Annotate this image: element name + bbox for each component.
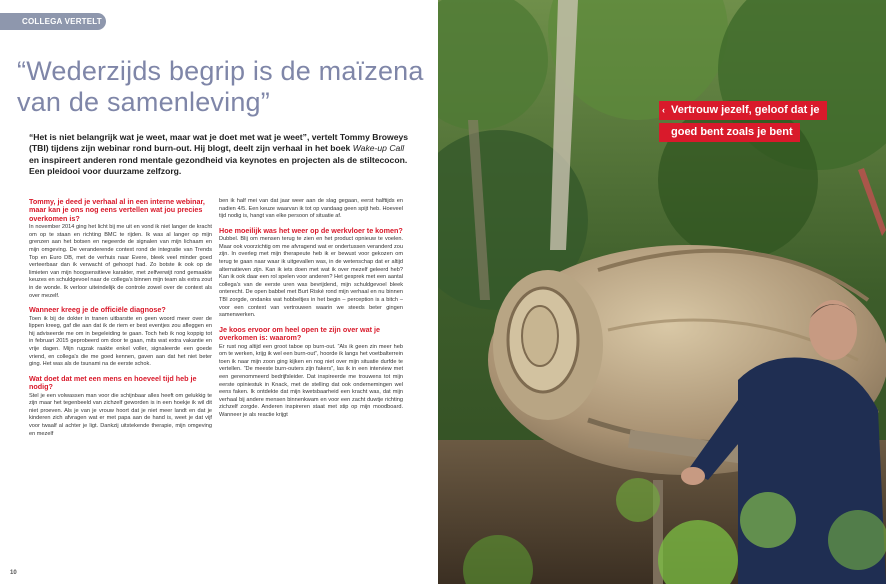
left-page [0,0,438,584]
column-2 [219,198,403,425]
lead-paragraph [29,132,415,178]
lead-text-3: en inspireert anderen rond mentale gezondheid via keynotes en projecten als de stiltecocon. Een pleidooi voor duurzame zelfzorg. [29,154,408,177]
callout-text-2: goed bent zoals je bent [671,126,793,138]
answer: Dubbel. Blij om mensen terug te zien en het product opnieuw te voelen. Maar ook voorzichtig om me afvragend wat er ondertussen veranderd zou zijn. In overleg met mijn therapeute heb ik er bewust voor gekozen om terug te gaan naar waar ik uitgevallen was, in de wetenschap dat er altijd alternatieven zijn. Kan ik iets doen met wat ik over mezelf geleerd heb? Kan ik ook daar een rol spelen voor anderen? Het gesprek met een aantal collega's van de eerste uren was bevrijdend, mijn schuldgevoel bleek onterecht. De open babbel met Burt Riské rond mijn verhaal en nu binnen TBI zorgde, ondanks wat hobbeltjes in het begin – perception is a bitch – voor een context van vertrouwen waarin we steeds beter gingen samenwerken. [219,236,403,319]
question: Wanneer kreeg je de officiële diagnose? [29,305,166,315]
question: Wat doet dat met een mens en hoeveel tijd heb je nodig? [29,373,197,392]
pull-quote-callout [659,100,859,144]
lead-text-2: (TBI) tijdens zijn webinar rond burn-out. Hij blogt, deelt zijn verhaal in het boek [29,143,353,154]
answer: Stel je een volwassen man voor die schijnbaar alles heeft om gelukkig te zijn maar het tegenbeeld van zichzelf geworden is in een hoekje ik wil dit niet proeven. Als je van je vrouw hoort dat je niet meer landt en dat je kinderen zich afvragen wat er met papa aan de hand is, weet je dat vijf voor twaalf al achter je ligt. Dankzij uitstekende therapie, mijn omgeving en mezelf [29,392,212,437]
page-number: 10 [10,570,17,576]
headline: “Wederzijds begrip is de maïzena van de samenleving” [17,56,424,117]
lead-name: Tommy Broweys [339,132,409,142]
callout-line-2 [659,123,800,142]
question: Je koos ervoor om heel open te zijn over wat je overkomen is: waarom? [219,324,380,343]
lead-text-1: “Het is niet belangrijk wat je weet, maar wat je doet met wat je weet”, vertelt [29,132,340,142]
question: Tommy, je deed je verhaal al in een interne webinar, maar kan je ons nog eens vertellen wat jou precies overkomen is? [29,197,205,223]
callout-line-1 [659,101,827,120]
callout-text-1: Vertrouw jezelf, geloof dat je [671,104,820,116]
question: Hoe moeilijk was het weer op de werkvloer te komen? [219,225,403,235]
answer: Er rust nog altijd een groot taboe op burn-out. “Als ik geen zin meer heb om te werken, krijg ik wel een burn-out”, hoorde ik langs het voetbalterrein toen ik naar mijn zoon ging kijken en nog niet over mijn situatie durfde te vertellen. “De meeste burn-outers zijn fakers”, las ik in een interview met een gerenommeerd bedrijfsleider. Dat inspireerde me trouwens tot mijn eerste opiniestuk in Knack, met de stelling dat ook ondernemingen wel eens faken. Ik ontdekte dat mijn kwetsbaarheid een kracht was, dat mijn verhaal bij andere mensen binnenkwam en voor een zacht duwtje richting zichzelf zorgde. Anderen inspireren staat met stip op mijn moodboard. Wanneer je als reactie krijgt [219,343,403,418]
answer: In november 2014 ging het licht bij me uit en vond ik niet langer de kracht om op te staan en richting BMC te rijden. Ik was al langer op mijn grenzen aan het botsen en negeerde de signalen van mijn lichaam en mijn omgeving. De veranderende context rond de integratie van Trends Top en Euro DB, met de verhuis naar Evere, bleek veel minder goed verteerbaar dan ik verwacht of gehoopt had. Zo botste ik ook op de limieten van mijn hoogsensitieve karakter, met zelfverwijt rond gemaakte keuzes en schuldgevoel naar de collega's binnen mijn team als extra zout in de wonde. Ik verloor uiteindelijk de controle zowel over de context als over mezelf. [29,224,212,299]
chevron-left-icon: ‹ [662,105,665,115]
answer: ben ik half mei van dat jaar weer aan de slag gegaan, eerst halftijds en nadien 4/5. Een keuze waarvan ik tot op vandaag geen spijt heb. Hoeveel tijd nodig is, hangt van elke persoon of situatie af. [219,198,403,220]
lead-book-title: Wake-up Call [352,143,405,154]
right-page-photo [438,0,886,584]
column-1 [29,198,212,444]
snail-sculpture-photo [438,0,886,584]
section-tag: COLLEGA VERTELT [0,13,106,30]
answer: Toen ik bij de dokter in tranen uitbarstte en geen woord meer over de lippen kreeg, gaf die aan dat ik de riem er best eventjes zou afleggen en hij adviseerde me om in begeleiding te gaan. Toch heb ik nog koppig tot in februari 2015 geprobeerd om door te gaan, mits wat extra vakantie en vrije dagen. Mijn rugzak raakte enkel voller, signaleerde een goede vriend, en collega's die me goed kennen, gaven aan dat het niet beter ging. Het was als de tsunami na de eerste schok. [29,315,212,368]
